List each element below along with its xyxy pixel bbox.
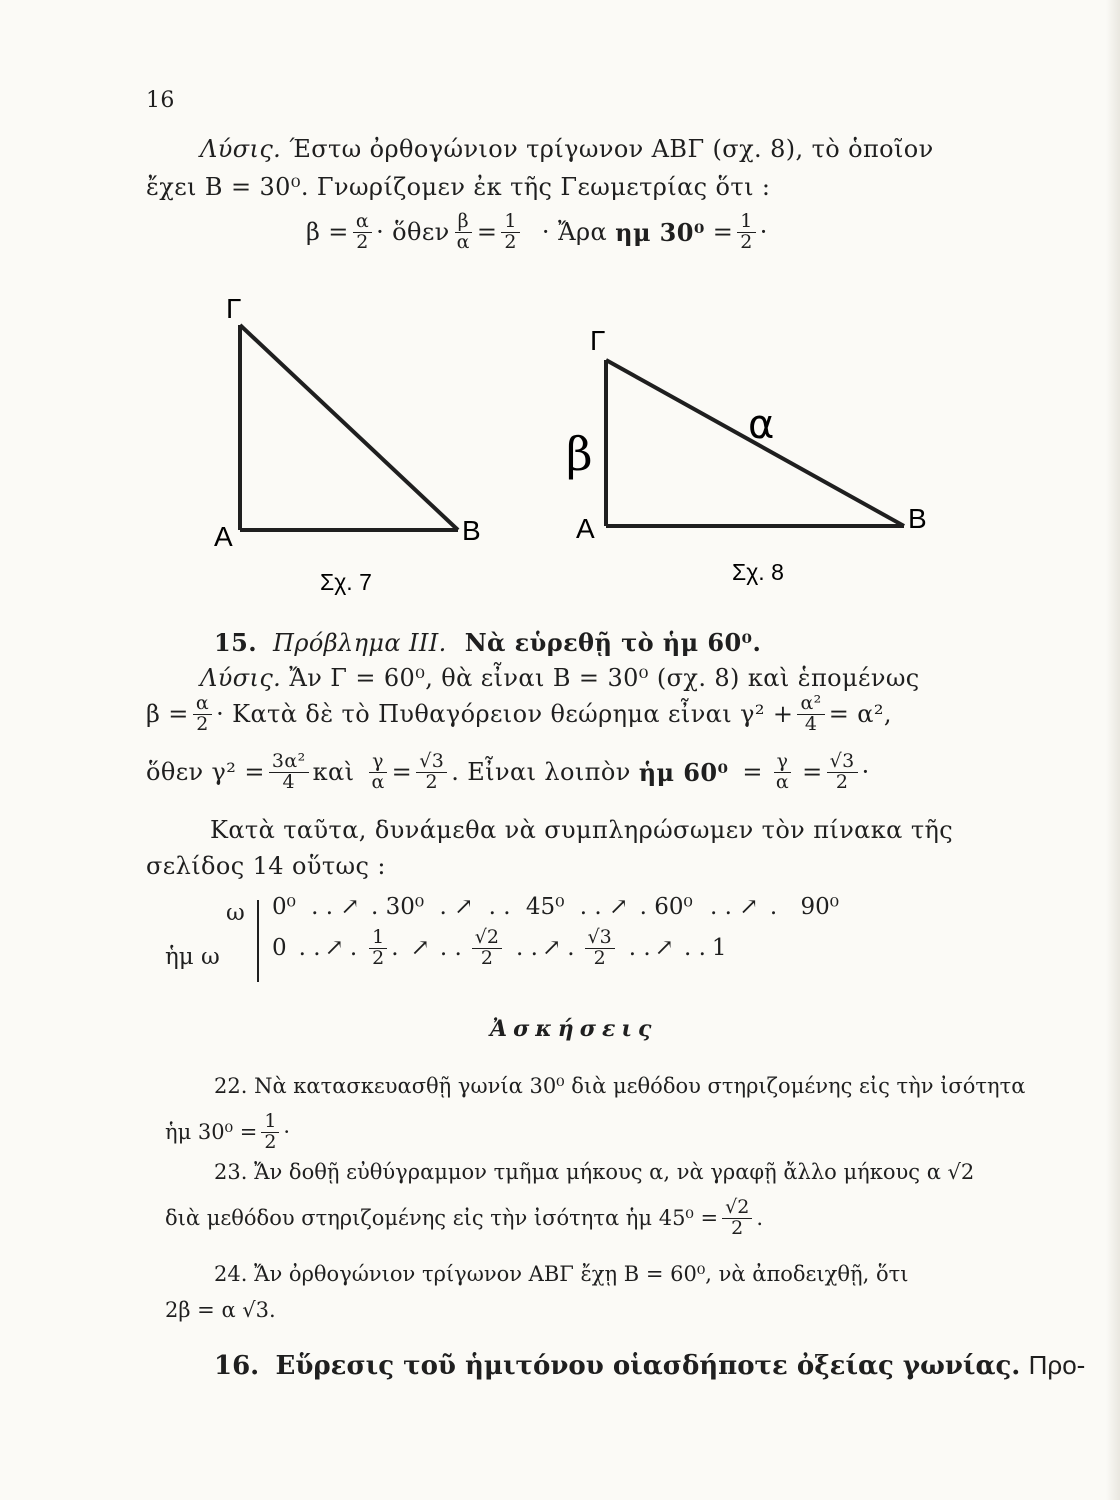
frac-den: 2 — [372, 946, 385, 969]
exercise-23-line-1: 23. Ἄν δοθῇ εὐθύγραμμον τμῆμα μήκους α, νὰ γραφῇ ἄλλο μήκους α √2 — [214, 1160, 975, 1184]
frac-num: 1 — [501, 212, 520, 233]
hm-0: 0 — [272, 935, 287, 962]
frac-num: 1 — [369, 928, 387, 949]
arrow-up-icon: ↗ — [739, 894, 759, 920]
dots: . . — [628, 935, 651, 962]
frac-den: 2 — [593, 946, 606, 969]
p15-hothen: ὅθεν γ² = — [146, 758, 265, 787]
frac-den: 2 — [264, 1130, 277, 1153]
p15-frac-a-2 — [193, 694, 212, 735]
e23-text: διὰ μεθόδου στηριζομένης εἰς τὴν ἰσότητα ἡμ 45⁰ = — [165, 1206, 719, 1231]
p15-eq2: = — [742, 758, 763, 787]
frac-num: 1 — [737, 212, 756, 233]
exercise-24-line-2: 2β = α √3. — [165, 1298, 276, 1322]
dots: . . — [516, 935, 538, 962]
arrow-up-icon: ↗ — [410, 935, 430, 962]
fig7-label-G: Γ — [226, 293, 242, 324]
frac-den: 2 — [356, 230, 369, 253]
frac-den: 2 — [835, 770, 849, 793]
problem-15-solution-text: Ἄν Γ = 60⁰, θὰ εἶναι Β = 30⁰ (σχ. 8) καὶ ἑπομένως — [289, 664, 920, 692]
frac-num: √3 — [416, 752, 447, 773]
formula-eq2: = — [712, 218, 734, 247]
table-row-omega: 0⁰ . . ↗ . 30⁰ . ↗ . . 45⁰ . . ↗ . 60⁰ . . ↗ . 90⁰ — [272, 894, 839, 920]
problem-15-number: 15. — [214, 628, 257, 657]
omega-60: 60⁰ — [654, 894, 693, 920]
figures-svg — [200, 290, 960, 600]
solution-line-2: ἔχει Β = 30⁰. Γνωρίζομεν ἐκ τῆς Γεωμετρίας ὅτι : — [146, 173, 771, 201]
fig7-label-A: Α — [214, 521, 233, 552]
table-divider — [257, 900, 259, 982]
frac-den: α — [775, 770, 790, 793]
paragraph-line-1: Κατὰ ταῦτα, δυνάμεθα νὰ συμπληρώσωμεν τὸν πίνακα τῆς — [210, 816, 954, 844]
fraction-b-over-a — [454, 212, 473, 253]
arrow-up-icon: ↗ — [324, 935, 344, 962]
frac-den: 2 — [740, 230, 753, 253]
frac-num: β — [455, 212, 472, 233]
arrow-up-icon: ↗ — [541, 935, 562, 962]
paragraph-line-2: σελίδος 14 οὕτως : — [146, 852, 386, 880]
frac-num: √2 — [472, 928, 502, 949]
p15-dot: · — [861, 758, 870, 787]
fig7-label-B: Β — [462, 515, 481, 546]
hm-60-frac — [585, 928, 615, 969]
omega-30: 30⁰ — [385, 894, 425, 920]
solution-line-1 — [200, 135, 934, 163]
problem-15-solution-label: Λύσις. — [200, 664, 282, 692]
table-row-hm-label: ἡμ ω — [165, 944, 220, 970]
p15-kai: καὶ — [312, 758, 355, 787]
formula-ara: · Ἄρα — [541, 218, 608, 247]
e23-frac — [722, 1198, 752, 1239]
fraction-1-over-2 — [501, 212, 520, 253]
fig7-caption: Σχ. 7 — [320, 569, 372, 595]
p15-hm60: ἡμ 60⁰ — [638, 757, 729, 787]
arrow-up-icon: ↗ — [608, 894, 629, 920]
formula-dot: · — [759, 218, 768, 247]
dots: . . — [439, 935, 462, 962]
p15-eq: = — [391, 758, 413, 787]
section-16-heading — [214, 1350, 1085, 1381]
frac-num: √3 — [827, 752, 858, 773]
problem-15-line-2 — [146, 694, 892, 735]
figure-8 — [566, 325, 927, 585]
frac-den: 2 — [480, 946, 493, 969]
omega-45: 45⁰ — [525, 894, 565, 920]
dots: . . — [298, 935, 321, 962]
exercise-22-line-2: ἡμ 30⁰ = $\frac{1}{2}$ · — [165, 1110, 291, 1153]
dots: . . — [683, 935, 706, 962]
e22-hm30: ἡμ 30⁰ = — [165, 1120, 258, 1145]
exercise-22-line-1: 22. Νὰ κατασκευασθῇ γωνία 30⁰ διὰ μεθόδου στηριζομένης εἰς τὴν ἰσότητα — [214, 1074, 1026, 1098]
page-edge-shadow — [1106, 0, 1120, 1500]
formula-beta: β = — [306, 218, 349, 247]
hm-90: 1 — [711, 935, 727, 962]
frac-num: √3 — [585, 928, 615, 949]
frac-num: γ — [774, 752, 792, 773]
p15-eq3: = — [802, 758, 823, 787]
dots: . . — [488, 894, 511, 920]
dots: . . — [311, 894, 334, 920]
frac-num: γ — [369, 752, 387, 773]
formula-eq: = — [476, 218, 498, 247]
hm-45-frac — [472, 928, 502, 969]
fig8-label-G: Γ — [590, 325, 606, 356]
fig8-label-A: Α — [576, 513, 595, 544]
figure-7 — [214, 293, 481, 595]
frac-den: 2 — [504, 230, 517, 253]
fig7-side-GB — [240, 325, 458, 530]
frac-den: 2 — [196, 712, 209, 735]
frac-num: α² — [797, 694, 824, 715]
arrow-up-icon: ↗ — [454, 894, 474, 920]
frac-den: 2 — [425, 770, 438, 793]
p15-frac-a2-4 — [797, 694, 824, 735]
problem-15-solution-line-1 — [200, 664, 920, 692]
frac-den: 4 — [282, 770, 295, 793]
p15-frac-g-a — [368, 752, 387, 793]
dots: . . — [710, 894, 732, 920]
hm-30-frac — [369, 928, 387, 969]
frac-num: α — [353, 212, 372, 233]
fig8-label-a-handwritten: α — [748, 402, 775, 448]
problem-15-heading — [214, 628, 761, 657]
problem-15-line-3 — [146, 752, 870, 793]
table-row-omega-label: ω — [226, 900, 245, 926]
frac-num: 1 — [261, 1112, 279, 1133]
page-number: 16 — [146, 88, 175, 113]
fraction-a-over-2 — [353, 212, 372, 253]
solution-label: Λύσις. — [200, 135, 282, 163]
frac-den: α — [371, 770, 385, 793]
problem-15-task: Νὰ εὑρεθῇ τὸ ἡμ 60⁰. — [464, 628, 762, 657]
section-16-number: 16. — [214, 1351, 260, 1381]
arrow-up-icon: ↗ — [340, 894, 360, 920]
formula-beta-half — [306, 212, 768, 253]
section-16-continuation: Προ- — [1028, 1350, 1086, 1380]
formula-hm30: ημ 30⁰ — [615, 217, 705, 247]
frac-den: α — [456, 230, 470, 253]
frac-num: √2 — [722, 1198, 752, 1219]
table-row-hm: 0 . . ↗ . $\frac{1}{2}$ . ↗ . . $\frac{√2}{2}$ . . ↗ . $\frac{√3}{2}$ . . ↗ . . 1 — [272, 926, 727, 969]
p15-frac-3a2-4 — [269, 752, 309, 793]
p15-therefore-text: . Εἶναι λοιπὸν — [451, 758, 631, 787]
exercise-24-line-1: 24. Ἄν ὀρθογώνιον τρίγωνον ΑΒΓ ἔχῃ Β = 60⁰, νὰ ἀποδειχθῇ, ὅτι — [214, 1262, 909, 1286]
frac-num: α — [193, 694, 212, 715]
omega-0: 0⁰ — [272, 894, 296, 920]
frac-den: 2 — [731, 1216, 744, 1239]
fig8-label-b-handwritten: β — [566, 427, 593, 481]
section-16-title: Εὕρεσις τοῦ ἡμιτόνου οἱασδήποτε ὀξείας γωνίας. — [275, 1351, 1021, 1381]
e22-frac — [261, 1112, 279, 1153]
problem-15-title: Πρόβλημα ΙΙΙ. — [273, 629, 447, 657]
frac-num: 3α² — [269, 752, 309, 773]
p15-frac-sqrt3-2-b — [827, 752, 858, 793]
dots: . . — [579, 894, 602, 920]
fraction-1-over-2-b — [737, 212, 756, 253]
exercises-title: Ἀσκήσεις — [490, 1016, 658, 1042]
formula-hothen: · ὅθεν — [376, 218, 450, 247]
solution-text-1: Έστω ὀρθογώνιον τρίγωνον ΑΒΓ (σχ. 8), τὸ ὁποῖον — [289, 135, 934, 163]
fig8-label-B: Β — [908, 503, 927, 534]
exercise-23-line-2: διὰ μεθόδου στηριζομένης εἰς τὴν ἰσότητα ἡμ 45⁰ = $\frac{√2}{2}$ . — [165, 1196, 764, 1239]
frac-den: 4 — [804, 712, 818, 735]
fig8-caption: Σχ. 8 — [732, 559, 784, 585]
arrow-up-icon: ↗ — [654, 935, 674, 962]
p15-frac-g-a-2 — [773, 752, 792, 793]
p15-frac-sqrt3-2 — [416, 752, 447, 793]
p15-pythagoras-text: · Κατὰ δὲ τὸ Πυθαγόρειον θεώρημα εἶναι γ² + — [216, 700, 794, 729]
omega-90: 90⁰ — [800, 894, 839, 920]
p15-eq-a2: = α², — [828, 700, 892, 729]
p15-beta: β = — [146, 700, 189, 729]
